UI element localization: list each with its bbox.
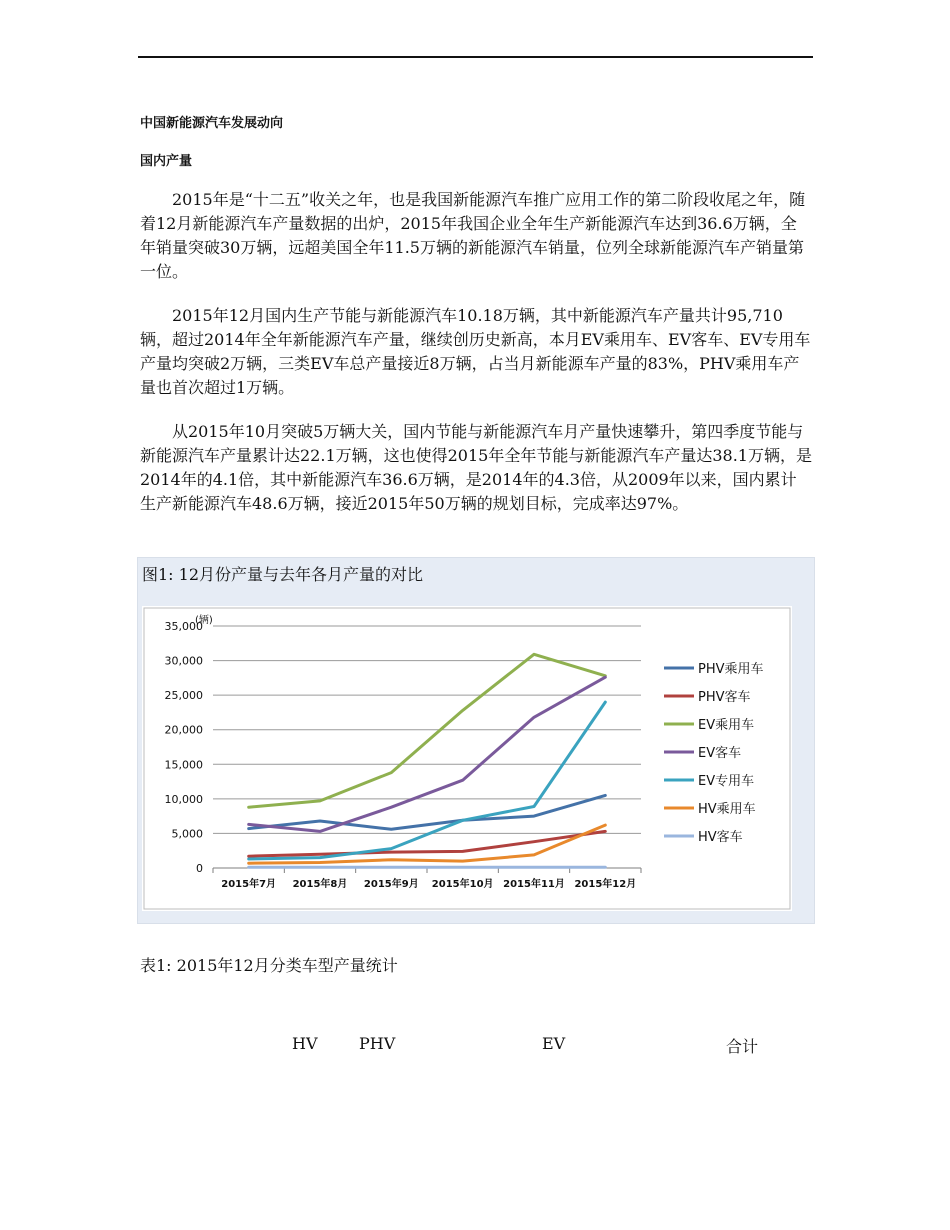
y-tick-label: 0 [196,862,203,875]
x-tick-label: 2015年12月 [574,879,637,890]
series-line [249,795,606,829]
y-unit-label: (辆) [195,615,213,626]
chart-border [144,608,790,909]
x-tick-label: 2015年8月 [292,879,348,890]
chart-container [142,606,792,911]
x-tick-label: 2015年11月 [503,879,565,890]
legend-label: PHV客车 [698,690,751,705]
table-header-total: 合计 [726,1037,759,1056]
legend-label: EV专用车 [698,774,755,789]
y-tick-label: 15,000 [164,758,203,772]
x-tick-label: 2015年9月 [363,879,419,890]
y-tick-label: 10,000 [164,792,203,806]
table-caption: 表1: 2015年12月分类车型产量统计 [140,956,398,975]
table-header-phv: PHV [359,1034,396,1053]
x-tick-label: 2015年10月 [431,879,494,890]
x-tick-label: 2015年7月 [221,879,277,890]
legend-label: EV客车 [698,746,742,761]
figure-1 [137,557,815,924]
legend-label: HV客车 [698,830,743,845]
series-line [249,677,606,831]
figure-caption: 图1: 12月份产量与去年各月产量的对比 [142,565,424,584]
paragraph-1: 2015年是“十二五”收关之年，也是我国新能源汽车推广应用工作的第二阶段收尾之年，随着12月新能源汽车产量数据的出炉，2015年我国企业全年生产新能源汽车达到36.6万辆，全年销量突破30万辆，远超美国全年11.5万辆的新能源汽车销量，位列全球新能源汽车产销量第一位。 [140,190,806,281]
header-rule [138,56,813,58]
paragraph-3: 从2015年10月突破5万辆大关，国内节能与新能源汽车月产量快速攀升，第四季度节能与新能源汽车产量累计达22.1万辆，这也使得2015年全年节能与新能源汽车产量达38.1万辆，是2014年的4.1倍，其中新能源汽车36.6万辆，是2014年的4.3倍，从2009年以来，国内累计生产新能源汽车48.6万辆，接近2015年50万辆的规划目标，完成率达97%。 [140,422,812,513]
y-tick-label: 20,000 [164,723,203,737]
series-line [249,702,606,859]
y-tick-label: 35,000 [164,620,203,633]
line-chart [142,606,792,911]
series-line [249,654,606,807]
legend-label: HV乘用车 [698,802,756,817]
y-tick-label: 25,000 [164,689,203,703]
legend-label: EV乘用车 [698,718,755,733]
legend-label: PHV乘用车 [698,662,764,677]
y-tick-label: 30,000 [164,654,203,668]
y-tick-label: 5,000 [171,827,203,841]
table-header-ev: EV [542,1034,566,1053]
document-title: 中国新能源汽车发展动向 [140,116,284,131]
paragraph-2: 2015年12月国内生产节能与新能源汽车10.18万辆，其中新能源汽车产量共计95,710辆，超过2014年全年新能源汽车产量，继续创历史新高，本月EV乘用车、EV客车、EV专用车产量均突破2万辆，三类EV车总产量接近8万辆，占当月新能源车产量的83%，PHV乘用车产量也首次超过1万辆。 [140,306,811,397]
table-header-hv: HV [292,1034,318,1053]
section-title: 国内产量 [140,154,193,169]
